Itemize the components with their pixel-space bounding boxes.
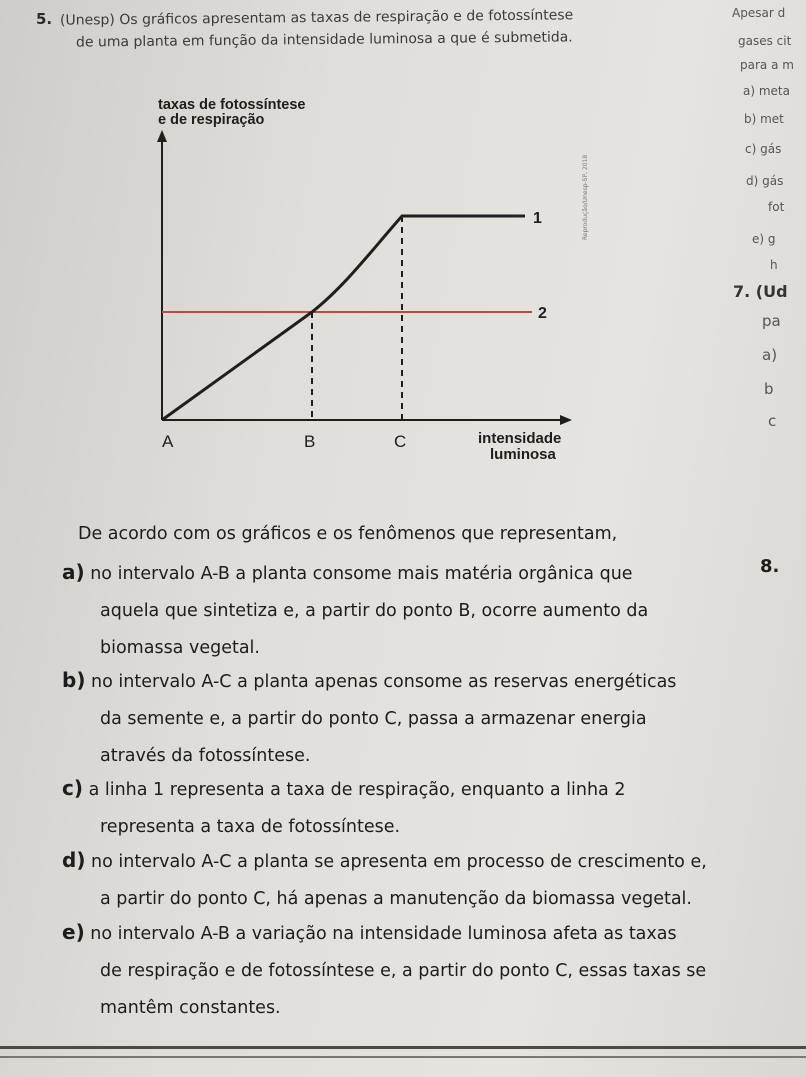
side-line: a) meta [743, 84, 790, 98]
option-d-line2: a partir do ponto C, há apenas a manutenção da biomassa vegetal. [100, 889, 692, 909]
option-d [62, 842, 782, 918]
next-question-7: 7. (Ud [733, 282, 788, 301]
option-c-line2: representa a taxa de fotossíntese. [100, 817, 401, 837]
side-line: c [768, 412, 777, 430]
option-e-line2: de respiração e de fotossíntese e, a partir do ponto C, essas taxas se [100, 961, 707, 981]
y-axis-label-line2: e de respiração [158, 112, 265, 128]
option-d-letter: d) [62, 848, 86, 872]
question-prompt: De acordo com os gráficos e os fenômenos que representam, [78, 524, 618, 544]
bottom-rule [0, 1046, 806, 1049]
side-line: e) g [752, 232, 776, 246]
option-a-line3: biomassa vegetal. [100, 638, 260, 658]
option-a-line1: no intervalo A-B a planta consome mais matéria orgânica que [90, 564, 633, 584]
x-tick-a: A [162, 432, 174, 451]
series-label-1: 1 [533, 210, 542, 227]
next-question-8: 8. [760, 556, 780, 577]
side-line: b [764, 380, 774, 398]
side-line: a) [762, 346, 778, 364]
side-line: pa [762, 312, 781, 330]
option-d-line1: no intervalo A-C a planta se apresenta em processo de crescimento e, [91, 852, 707, 872]
option-a-line2: aquela que sintetiza e, a partir do ponto B, ocorre aumento da [100, 601, 649, 621]
option-c [62, 770, 782, 846]
side-line: gases cit [738, 34, 792, 48]
x-tick-c: C [394, 432, 407, 451]
image-credit: Reprodução/Unesp-SP, 2018 [582, 154, 589, 240]
side-line: fot [768, 200, 785, 214]
option-b-line2: da semente e, a partir do ponto C, passa a armazenar energia [100, 709, 647, 729]
option-c-letter: c) [62, 776, 83, 800]
x-tick-b: B [304, 432, 316, 451]
series-line-1 [162, 216, 525, 420]
x-axis-arrow [560, 415, 572, 425]
question-text-line2: de uma planta em função da intensidade luminosa a que é submetida. [75, 29, 573, 51]
side-line: para a m [740, 58, 794, 72]
question-number: 5. [36, 10, 53, 28]
option-c-line1: a linha 1 representa a taxa de respiração, enquanto a linha 2 [88, 780, 626, 800]
option-a-letter: a) [62, 560, 85, 584]
y-axis-arrow [157, 130, 167, 142]
bottom-rule-2 [0, 1056, 806, 1058]
side-line: h [770, 258, 778, 272]
option-e-line3: mantêm constantes. [100, 998, 281, 1018]
option-e [62, 914, 782, 1027]
series-label-2: 2 [538, 305, 547, 322]
x-axis-label-line1: intensidade [478, 430, 562, 447]
side-line: Apesar d [732, 6, 786, 20]
x-axis-label-line2: luminosa [490, 446, 556, 460]
option-b-line1: no intervalo A-C a planta apenas consome as reservas energéticas [91, 672, 677, 692]
option-b [62, 662, 782, 775]
side-line: d) gás [746, 174, 784, 188]
chart [140, 90, 590, 460]
side-line: c) gás [745, 142, 782, 156]
side-line: b) met [744, 112, 784, 126]
y-axis-label-line1: taxas de fotossíntese [158, 97, 306, 113]
option-b-line3: através da fotossíntese. [100, 746, 311, 766]
option-b-letter: b) [62, 668, 86, 692]
option-e-letter: e) [62, 920, 85, 944]
option-a [62, 554, 782, 667]
question-text-line1: (Unesp) Os gráficos apresentam as taxas de respiração e de fotossíntese [59, 7, 574, 29]
option-e-line1: no intervalo A-B a variação na intensidade luminosa afeta as taxas [90, 924, 677, 944]
